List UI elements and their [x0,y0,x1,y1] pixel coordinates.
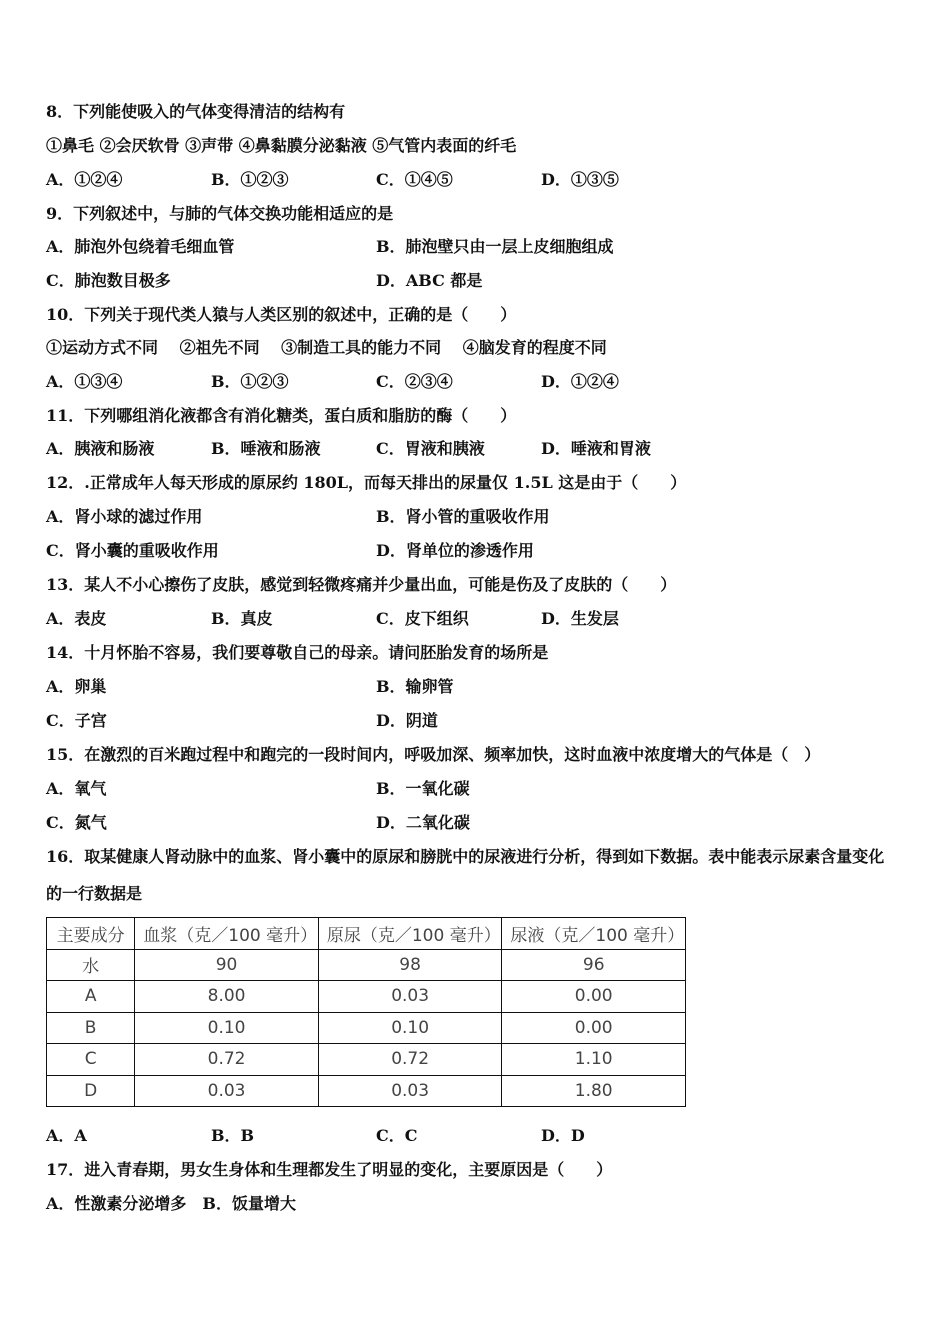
q14-option-a: A．卵巢 [46,677,107,696]
q13-stem: 13．某人不小心擦伤了皮肤，感觉到轻微疼痛并少量出血，可能是伤及了皮肤的（ ） [46,575,677,594]
table-header-cell: 尿液（克／100 毫升） [502,918,686,950]
q13-option-a: A．表皮 [46,609,107,628]
q12-stem: 12．.正常成年人每天形成的原尿约 180L，而每天排出的尿量仅 1.5L 这是由于（ ） [46,473,687,492]
table-row [47,1012,686,1044]
q14-option-b: B．输卵管 [376,677,454,696]
q9-stem: 9．下列叙述中，与肺的气体交换功能相适应的是 [46,204,394,223]
q16-stem-line1: 16．取某健康人肾动脉中的血浆、肾小囊中的原尿和膀胱中的尿液进行分析，得到如下数据。表中能表示尿素含量变化 [46,847,885,866]
table-cell: 0.10 [135,1012,319,1044]
q16-option-a: A．A [46,1126,87,1145]
q8-items: ①鼻毛 ②会厌软骨 ③声带 ④鼻黏膜分泌黏液 ⑤气管内表面的纤毛 [46,136,517,155]
table-cell: 1.10 [502,1044,686,1076]
q10-option-a: A．①③④ [46,372,123,391]
table-cell: 8.00 [135,981,319,1013]
table-cell: 0.72 [135,1044,319,1076]
table-cell: 98 [318,949,502,981]
q13-option-d: D．生发层 [541,609,619,628]
q14-stem: 14．十月怀胎不容易，我们要尊敬自己的母亲。请问胚胎发育的场所是 [46,643,549,662]
q11-option-d: D．唾液和胃液 [541,439,651,458]
q13-option-c: C．皮下组织 [376,609,469,628]
q15-option-a: A．氧气 [46,779,107,798]
q8-option-d: D．①③⑤ [541,170,619,189]
q8-option-c: C．①④⑤ [376,170,453,189]
q9-option-c: C．肺泡数目极多 [46,271,171,290]
q12-option-d: D．肾单位的渗透作用 [376,541,534,560]
q10-option-b: B．①②③ [211,372,289,391]
table-row [47,1075,686,1107]
table-cell: 96 [502,949,686,981]
q12-option-b: B．肾小管的重吸收作用 [376,507,550,526]
q11-option-a: A．胰液和肠液 [46,439,155,458]
q10-option-d: D．①②④ [541,372,619,391]
table-cell: A [47,981,135,1013]
q15-option-c: C．氮气 [46,813,107,832]
q10-option-c: C．②③④ [376,372,453,391]
q10-items: ①运动方式不同 ②祖先不同 ③制造工具的能力不同 ④脑发育的程度不同 [46,338,607,357]
q12-option-c: C．肾小囊的重吸收作用 [46,541,219,560]
table-cell: 水 [47,949,135,981]
table-header-cell: 血浆（克／100 毫升） [135,918,319,950]
q14-option-d: D．阴道 [376,711,438,730]
q16-option-c: C．C [376,1126,418,1145]
table-cell: 1.80 [502,1075,686,1107]
q14-option-c: C．子宫 [46,711,107,730]
table-cell: 0.10 [318,1012,502,1044]
q9-option-d: D．ABC 都是 [376,271,483,290]
q9-option-a: A．肺泡外包绕着毛细血管 [46,237,235,256]
q11-option-b: B．唾液和肠液 [211,439,321,458]
table-row [47,949,686,981]
table-cell: C [47,1044,135,1076]
table-row [47,981,686,1013]
q16-stem-line2: 的一行数据是 [46,884,143,903]
table-cell: 90 [135,949,319,981]
q15-stem: 15．在激烈的百米跑过程中和跑完的一段时间内，呼吸加深、频率加快，这时血液中浓度增大的气体是（ ） [46,745,821,764]
q16-data-table [46,917,686,1107]
table-cell: 0.72 [318,1044,502,1076]
table-cell: B [47,1012,135,1044]
q16-option-b: B．B [211,1126,255,1145]
q15-option-d: D．二氧化碳 [376,813,470,832]
q11-stem: 11．下列哪组消化液都含有消化糖类，蛋白质和脂肪的酶（ ） [46,406,517,425]
q17-options: A．性激素分泌增多 B．饭量增大 [46,1194,296,1213]
table-cell: 0.03 [318,981,502,1013]
q12-option-a: A．肾小球的滤过作用 [46,507,203,526]
q15-option-b: B．一氧化碳 [376,779,470,798]
table-header-cell: 主要成分 [47,918,135,950]
q8-option-a: A．①②④ [46,170,123,189]
q10-stem: 10．下列关于现代类人猿与人类区别的叙述中，正确的是（ ） [46,305,517,324]
q13-option-b: B．真皮 [211,609,273,628]
q9-option-b: B．肺泡壁只由一层上皮细胞组成 [376,237,614,256]
table-cell: 0.00 [502,1012,686,1044]
q8-stem: 8．下列能使吸入的气体变得清洁的结构有 [46,102,346,121]
q16-option-d: D．D [541,1126,585,1145]
table-header-row [47,918,686,950]
table-cell: 0.00 [502,981,686,1013]
table-row [47,1044,686,1076]
table-header-cell: 原尿（克／100 毫升） [318,918,502,950]
table-cell: 0.03 [318,1075,502,1107]
q11-option-c: C．胃液和胰液 [376,439,485,458]
table-cell: 0.03 [135,1075,319,1107]
q17-stem: 17．进入青春期，男女生身体和生理都发生了明显的变化，主要原因是（ ） [46,1160,613,1179]
table-cell: D [47,1075,135,1107]
q8-option-b: B．①②③ [211,170,289,189]
